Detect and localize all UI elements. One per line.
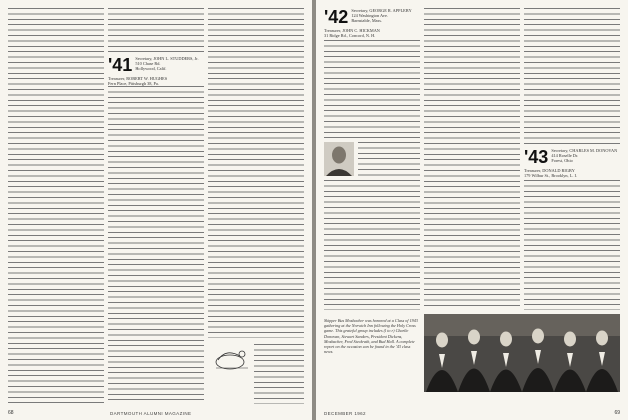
left-column-3-text-bottom [254,344,304,404]
left-page-footer: DARTMOUTH ALUMNI MAGAZINE [110,411,192,416]
class-secretary [135,56,198,72]
right-column-3-text-bottom [524,180,620,310]
portrait-photo [324,142,354,176]
left-page-number: 68 [8,410,14,416]
secretary-address: 510 Chase Rd. [135,61,161,67]
secretary-address: 414 Roselle Dr. [551,153,579,159]
left-column-2-text-bottom [108,86,204,404]
right-column-1-text [324,40,420,138]
right-column-1-text-bottom [324,180,420,310]
right-column-3-text-top [524,8,620,144]
treasurer-name: ROBERT W. HUGHES [126,76,168,81]
secretary-city: Hollywood, Calif. [135,66,167,72]
secretary-city: Forest, Ohio [551,158,573,164]
right-page-footer: DECEMBER 1962 [324,411,366,416]
class-treasurer [324,28,420,38]
treasurer-address: 31 Ridge Rd., Concord, N. H. [324,33,376,39]
treasurer-name: JOHN C. HICKMAN [342,28,380,33]
treasurer-name: DONALD RIGBY [542,168,575,173]
treasurer-label: Treasurer, [324,28,342,33]
class-year: '42 [324,7,349,27]
group-photo [424,314,620,392]
left-page [0,0,312,420]
left-column-2-text-top [108,8,204,54]
treasurer-address: Fern Place, Pittsburgh 38, Pa. [108,81,159,87]
class-secretary [351,8,411,24]
class-43-heading [524,148,620,178]
class-treasurer [524,168,620,178]
right-page-number: 69 [614,410,620,416]
secretary-name: Secretary, CHARLES M. DONOVAN [551,148,618,153]
cartoon-illustration [212,344,252,372]
secretary-name: Secretary, JOHN L. STUDDERS, Jr. [135,56,199,61]
treasurer-label: Treasurer, [108,76,126,81]
secretary-city: Barnstable, Mass. [351,18,382,24]
class-42-heading [324,8,420,38]
left-column-1-text [8,8,104,404]
treasurer-address: 179 Wilbur St., Brooklyn, L. I. [524,173,577,179]
group-photo-caption-continued [424,394,620,404]
right-column-1-text-beside-portrait [358,142,420,176]
treasurer-label: Treasurer, [524,168,542,173]
secretary-address: 124 Washington Ave. [351,13,388,19]
right-page [316,0,628,420]
class-secretary [551,148,617,164]
group-photo-caption: Skipper Bus Mosbacher was honored at a Class of 1943 gathering at the Norwich Inn following the Holy Cross game. This grateful group includes (l to r) Charlie Donovan, Stewart Sanders, President Dickens, Mosbacher, Fred Steckrath, and Bud Hall. A complete report on the occasion can be found in the '43 class news. [324,318,418,355]
class-year: '43 [524,147,549,167]
right-column-2-text [424,8,520,310]
group-photo-figures [424,314,620,392]
class-treasurer [108,76,204,86]
class-year: '41 [108,55,133,75]
left-column-3-text [208,8,304,338]
class-41-heading [108,56,204,86]
secretary-name: Secretary, GEORGE R. APPLEBY [351,8,412,13]
